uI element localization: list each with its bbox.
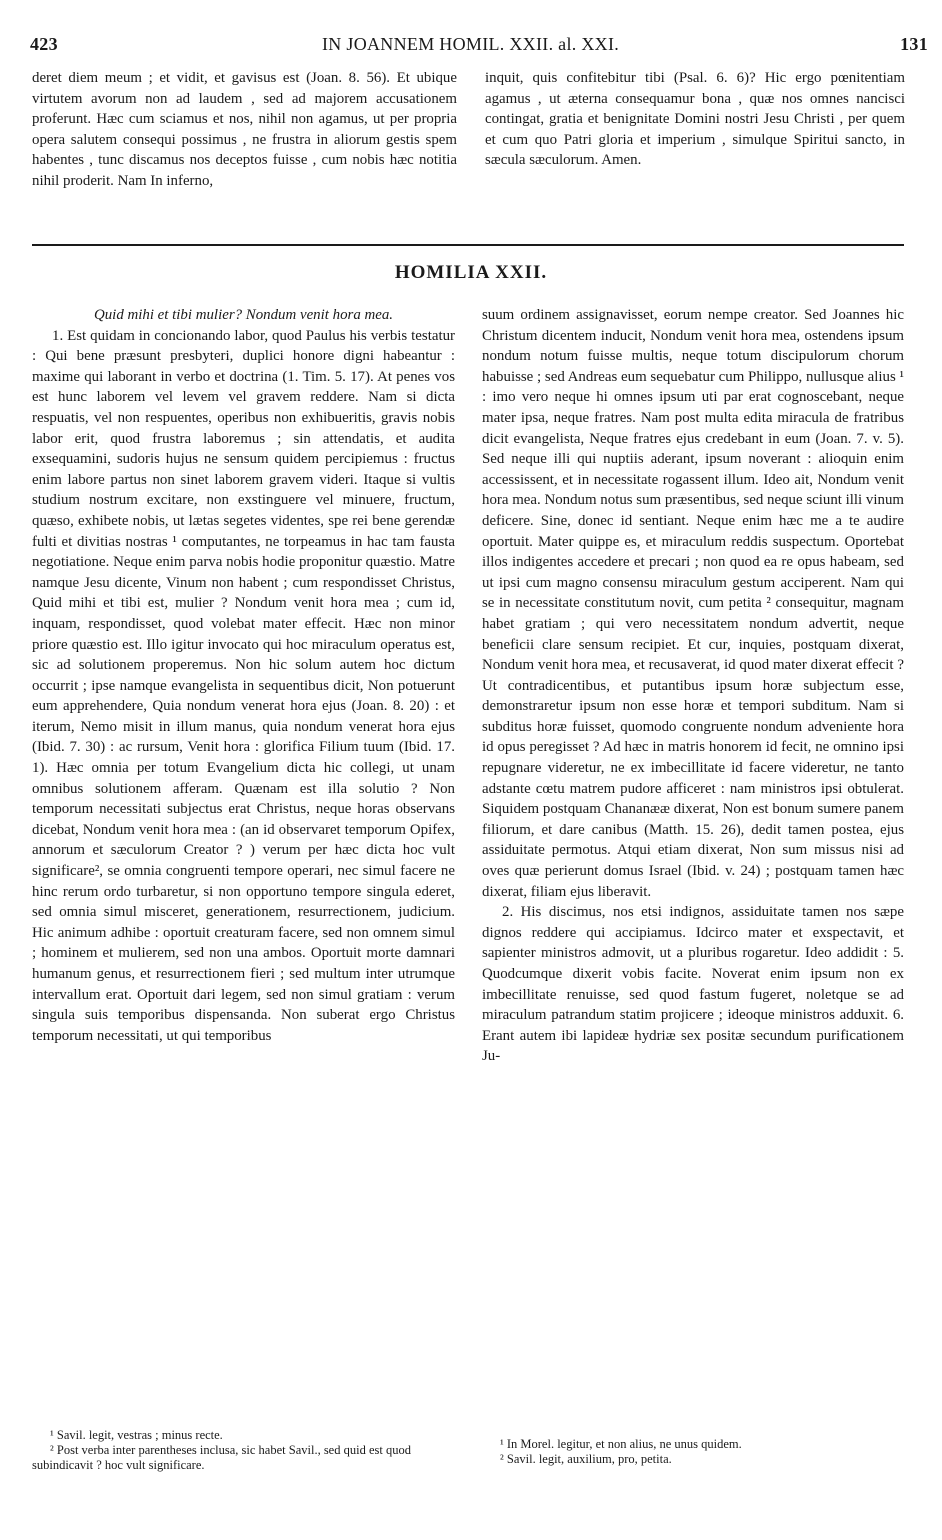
footnote: ² Post verba inter parentheses inclusa, sic habet Savil., sed quid est quod subindicavit ? hoc vult significare. — [32, 1443, 411, 1472]
paragraph: deret diem meum ; et vidit, et gavisus est (Joan. 8. 56). Et ubique virtutem avorum non ad laudem , sed ad majorem accusationem proferunt. Hæc cum sciamus et nos, nihil non agamus, ut per propria opera salutem consequi possimus , ne frustra in aliorum gestis spem habentes , tunc discamus nos deceptos fuisse , cum nobis hæc notitia nihil proderit. Nam In inferno, — [32, 70, 457, 189]
paragraph: inquit, quis confitebitur tibi (Psal. 6. 6)? Hic ergo pœnitentiam agamus , ut æterna consequamur bona , quæ nos omnes nancisci contingat, gratia et benignitate Domini nostri Jesu Christi , per quem et cum quo Patri gloria et imperium , simulque Spiritui sancto, in sæcula sæculorum. Amen. — [485, 70, 905, 169]
previous-homily-ending-left — [32, 68, 457, 192]
paragraph: suum ordinem assignavisset, eorum nempe creator. Sed Joannes hic Christum dicentem inducit, Nondum venit hora mea, ostendens ipsum nondum notum fuisse multis, neque totum discipulorum chorum habuisse ; sed Andreas eum sequebatur cum Philippo, nullusque alius ¹ : imo vero neque hi omnes ipsum uti par erat cognoscebant, neque mater ipsa, neque fratres. Nam post multa edita miracula de fratribus dicit evangelista, Neque fratres ejus credebant in eum (Joan. 7. v. 5). Sed neque illi qui nuptiis aderant, ipsum noverant : alioquin enim accessissent, et in necessitate rogassent illum. Ideo ait, Nondum venit hora mea. Nondum notus sum præsentibus, sed neque sciunt illi vinum deficere. Sine, donec id sentiant. Neque enim hæc me a te audire oportuit. Mater quippe es, et miraculum reddis suspectum. Oportebat illos indigentes accedere et precari ; non quod ea re opus habeam, sed ut ipsi cum magno consensu miraculum gestum acciperent. Nam qui se in necessitate constitutum novit, cum petita ² consequitur, magnam habet gratiam ; qui vero necessitatem nondum advertit, neque beneficii clare sensum recipiet. Et cur, inquies, postquam dixerat, Nondum venit hora mea, et recusaverat, id quod mater dixerat effecit ? Ut contradicentibus, et putantibus ipsum horæ subjectum esse, demonstraretur ipsum non esse horæ et tempori subditum. Nam si subditus horæ fuisset, quomodo congruente nondum adveniente hora id opus peregisset ? Ad hæc in matris honorem id fecit, ne omnino ipsi repugnare videretur, ne ex imbecillitate id facere videretur, ne tanto adstante cœtu matrem pudore afficeret : nam ministros ipsi obtulerat. Siquidem postquam Chananææ dixerat, Non est bonum sumere panem filiorum, et dare canibus (Matth. 15. 26), dedit tamen postea, ejus assiduitate permotus. Atqui etiam dixerat, Non sum missus nisi ad oves quæ perierunt domus Israel (Ibid. v. 24) ; postquam tamen hæc dixerat, filiam ejus liberavit. — [482, 307, 904, 900]
running-title: IN JOANNEM HOMIL. XXII. al. XXI. — [322, 34, 620, 54]
homily-title: HOMILIA XXII. — [394, 262, 548, 283]
main-column-right — [482, 305, 904, 1067]
footnotes-left — [32, 1428, 455, 1473]
paragraph: 1. Est quidam in concionando labor, quod Paulus his verbis testatur : Qui bene præsunt presbyteri, duplici honore digni habeantur : maxime qui laborant in verbo et doctrina (1. Tim. 5. 17). At penes vos est hunc laborem vel levem vel gravem reddere. Nam si dicta respuatis, vel non respuentes, operibus non exhibueritis, gravis nobis labor erit, quod frustra laboremus ; sin attendatis, et audita exsequamini, sudoris hujus ne sensum quidem percipiemus : fructus enim labore partus non sinet laborem gravem videri. Itaque si vultis studium nostrum excitare, non exstinguere vel minuere, fructum, quæso, exhibete nobis, ut lætas segetes videntes, spe rei bene gerendæ fulti et divitias nostras ¹ computantes, ne torpeamus in hac tam fausta negotiatione. Neque enim parva nobis hodie proponitur quæstio. Matre namque Jesu dicente, Vinum non habent ; cum respondisset Christus, Quid mihi et tibi est, mulier ? Nondum venit hora mea ; cum id, inquam, respondisset, quod volebat mater effecit. Hæc non minor priore quæstio est. Illo igitur invocato qui hoc miraculum operatus est, sic ad solutionem properemus. Non hic solum autem hoc dictum occurrit ; ipse namque evangelista in sequentibus dicit, Non potuerunt eum apprehendere, Quia nondum venerat hora ejus (Joan. 8. 20) : et iterum, Nemo misit in illum manus, quia nondum venerat hora ejus (Ibid. 7. 30) : ac rursum, Venit hora : glorifica Filium tuum (Ibid. 17. 1). Hæc omnia per totum Evangelium dicta hic collegi, ut unam omnibus solutionem afferam. Quænam est illa solutio ? Non temporum necessitati subjectus erat Christus, neque horas observans dicebat, Nondum venit hora mea : (an id observaret temporum Opifex, annorum et sæculorum Creator ? ) verum per hæc dicta hoc vult significare², se omnia congruenti tempore operari, nec simul facere ne hinc rerum ordo turbaretur, si non opportuno tempore singula ederet, sed omnia simul misceret, generationem, resurrectionem, judicium. Hic animum adhibe : oportuit creaturam facere, sed non omnem simul ; hominem et mulierem, sed non una ambos. Oportuit morte damnari humanum genus, et resurrectionem fieri ; sed multum inter utrumque intervallum erat. Oportuit dari legem, sed non simul gratiam : verum singula suis temporibus dispensanda. Non suberat ergo Christus temporum necessitati, ut qui temporibus — [32, 327, 455, 1044]
footnote: ¹ In Morel. legitur, et non alius, ne unus quidem. — [500, 1437, 742, 1451]
section-divider — [32, 244, 904, 246]
running-header — [30, 34, 928, 56]
footnote: ¹ Savil. legit, vestras ; minus recte. — [50, 1428, 223, 1442]
main-column-left — [32, 305, 455, 1046]
page-number-right: 131 — [900, 34, 928, 54]
page-number-left: 423 — [30, 34, 58, 54]
previous-homily-ending-right — [485, 68, 905, 171]
footnote: ² Savil. legit, auxilium, pro, petita. — [500, 1452, 672, 1466]
paragraph: 2. His discimus, nos etsi indignos, assiduitate tamen nos sæpe dignos reddere qui accipiamus. Idcirco mater et exspectavit, et sapienter ministros admovit, ut a pluribus rogaretur. Ideo addidit : 5. Quodcumque dixerit vobis facite. Noverat enim ipsum non ex imbecillitate renuisse, sed quod fastum fugeret, noletque se ad miraculum patrandum statim projicere ; ideoque ministros adduxit. 6. Erant autem ibi lapideæ hydriæ sex positæ secundum purificationem Ju- — [482, 904, 904, 1065]
lead-verse: Quid mihi et tibi mulier? Nondum venit hora mea. — [93, 307, 394, 323]
footnotes-right — [482, 1437, 904, 1467]
